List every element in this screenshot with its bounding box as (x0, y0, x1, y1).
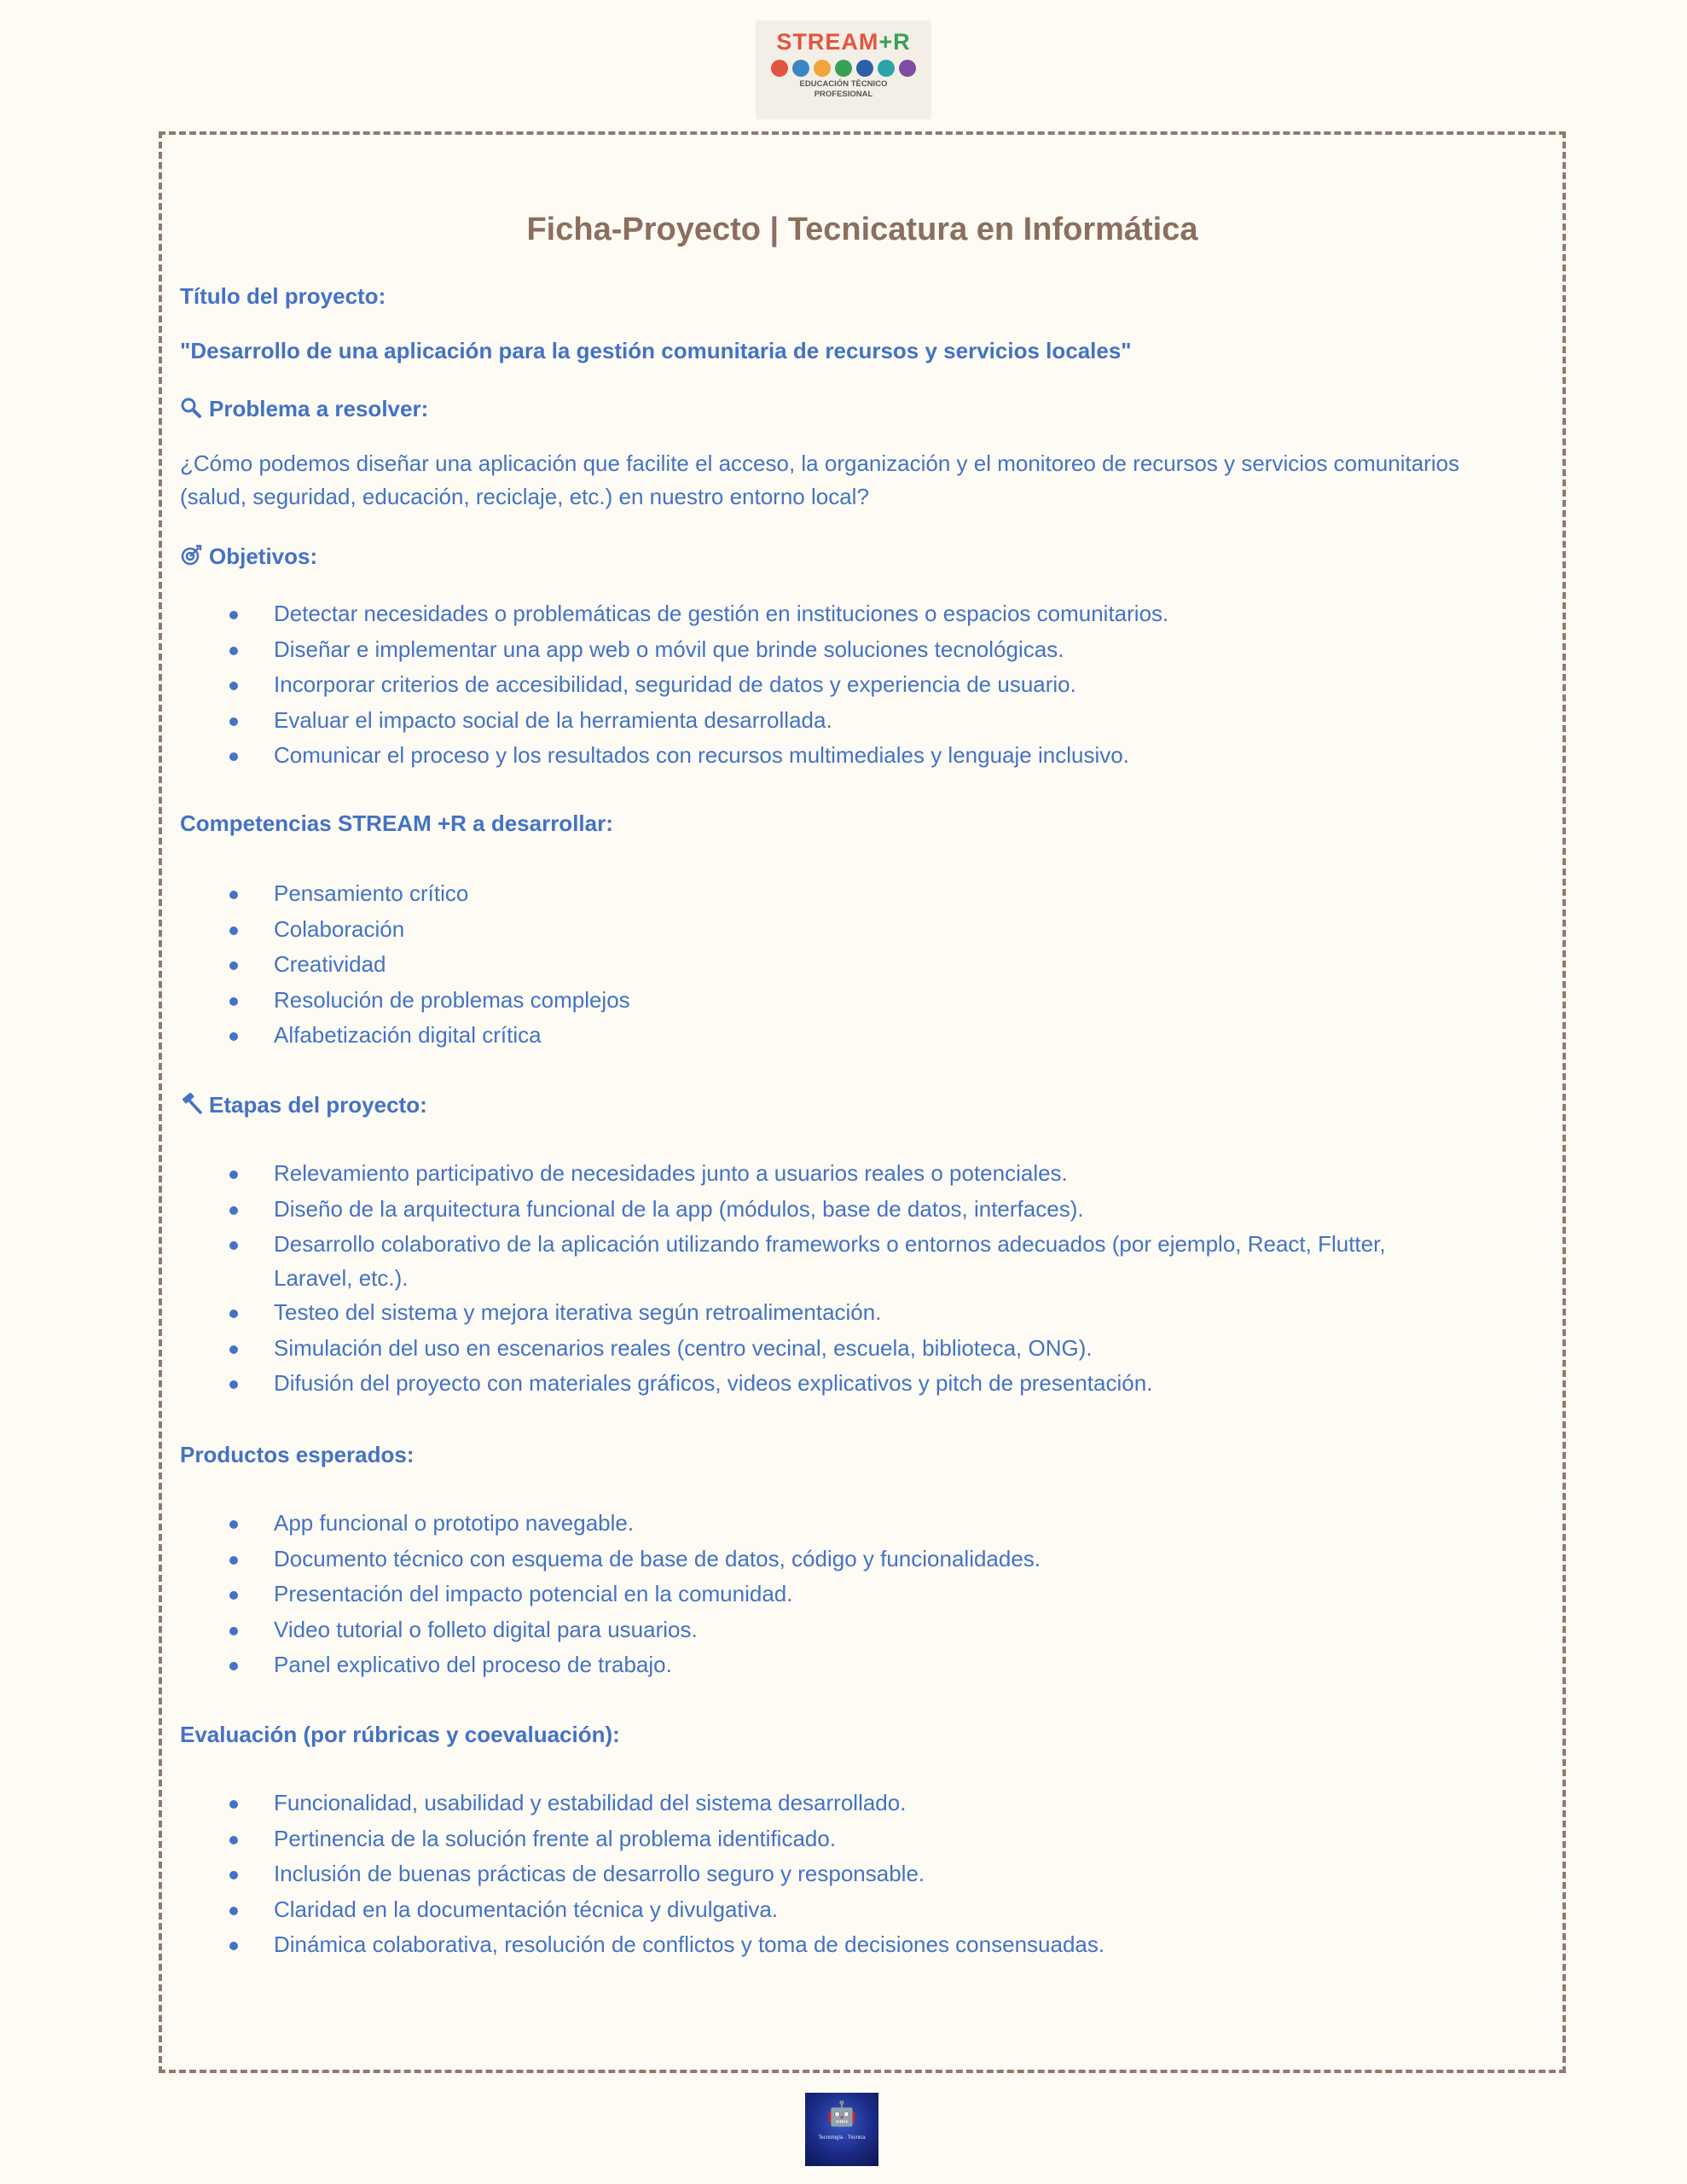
logo-dot-icon (814, 60, 831, 77)
objectives-heading (180, 543, 317, 572)
list-item: Resolución de problemas complejos (180, 983, 1545, 1019)
list-item: Detectar necesidades o problemáticas de gestión en instituciones o espacios comunitarios. (180, 596, 1545, 632)
robot-icon: 🤖 (826, 2100, 857, 2127)
logo-word-stream: STREAM (776, 29, 879, 55)
logo-word-plus: + (878, 29, 894, 55)
problem-text-line: ¿Cómo podemos diseñar una aplicación que facilite el acceso, la organización y el monitoreo de recursos y servicios comunitarios (180, 450, 1460, 476)
products-heading: Productos esperados: (180, 1442, 415, 1467)
logo-word-r: R (893, 29, 911, 55)
logo-subtitle-line: PROFESIONAL (814, 90, 873, 99)
problem-heading (180, 396, 428, 425)
list-item: Pensamiento crítico (180, 876, 1545, 912)
problem-label: Problema a resolver: (209, 396, 429, 421)
evaluation-heading: Evaluación (por rúbricas y coevaluación): (180, 1722, 620, 1747)
list-item: Diseñar e implementar una app web o móvil que brinde soluciones tecnológicas. (180, 632, 1545, 668)
competencies-heading: Competencias STREAM +R a desarrollar: (180, 810, 613, 836)
logo-wordmark (756, 29, 931, 55)
list-item: Simulación del uso en escenarios reales (centro vecinal, escuela, biblioteca, ONG). (180, 1331, 1545, 1367)
list-item: Evaluar el impacto social de la herramienta desarrollada. (180, 703, 1545, 739)
list-item: Dinámica colaborativa, resolución de conflictos y toma de decisiones consensuadas. (180, 1927, 1545, 1963)
problem-text-line: (salud, seguridad, educación, reciclaje, etc.) en nuestro entorno local? (180, 484, 869, 509)
list-item: Difusión del proyecto con materiales gráficos, videos explicativos y pitch de presentación. (180, 1366, 1545, 1402)
logo-dot-icon (835, 60, 852, 77)
objectives-list (180, 596, 1545, 774)
list-item: Pertinencia de la solución frente al problema identificado. (180, 1821, 1545, 1857)
objectives-label: Objetivos: (209, 543, 318, 569)
list-item: Creatividad (180, 947, 1545, 983)
list-item: App funcional o prototipo navegable. (180, 1506, 1545, 1542)
logo-dot-icon (856, 60, 873, 77)
logo-dot-icon (792, 60, 809, 77)
logo-dot-icon (771, 60, 788, 77)
project-title-label: Título del proyecto: (180, 283, 386, 309)
stages-label: Etapas del proyecto: (209, 1092, 427, 1118)
evaluation-list (180, 1786, 1545, 1963)
project-title: "Desarrollo de una aplicación para la gestión comunitaria de recursos y servicios locales" (180, 338, 1132, 363)
logo-icon-row (756, 60, 931, 77)
page-title: Ficha-Proyecto | Tecnicatura en Informática (526, 212, 1198, 247)
list-item: Panel explicativo del proceso de trabajo. (180, 1647, 1545, 1683)
list-item: Comunicar el proceso y los resultados con recursos multimediales y lenguaje inclusivo. (180, 738, 1545, 774)
logo-caption: Tecnología · Técnica (818, 2135, 866, 2140)
list-item: Documento técnico con esquema de base de datos, código y funcionalidades. (180, 1542, 1545, 1577)
logo-subtitle-line: EDUCACIÓN TÉCNICO (799, 79, 888, 89)
hammer-icon (180, 1093, 204, 1121)
stream-r-logo (756, 20, 931, 119)
logo-dot-icon (878, 60, 895, 77)
list-item: Colaboración (180, 912, 1545, 948)
stages-heading (180, 1092, 427, 1121)
competencies-list (180, 876, 1545, 1054)
products-list (180, 1506, 1545, 1683)
list-item: Desarrollo colaborativo de la aplicación utilizando frameworks o entornos adecuados (por ejemplo, React, Flutter, Laravel, etc.). (180, 1227, 1545, 1295)
list-item: Diseño de la arquitectura funcional de la app (módulos, base de datos, interfaces). (180, 1192, 1545, 1228)
list-item: Alfabetización digital crítica (180, 1018, 1545, 1054)
problem-text (180, 447, 1545, 514)
stages-list (180, 1156, 1545, 1402)
tecnologia-tecnica-logo (805, 2093, 878, 2166)
list-item: Incorporar criterios de accesibilidad, seguridad de datos y experiencia de usuario. (180, 667, 1545, 703)
list-item: Inclusión de buenas prácticas de desarrollo seguro y responsable. (180, 1856, 1545, 1892)
list-item: Claridad en la documentación técnica y divulgativa. (180, 1892, 1545, 1928)
logo-subtitle (756, 79, 931, 100)
list-item: Testeo del sistema y mejora iterativa según retroalimentación. (180, 1295, 1545, 1331)
target-icon (180, 544, 204, 572)
list-item: Presentación del impacto potencial en la comunidad. (180, 1577, 1545, 1612)
list-item: Video tutorial o folleto digital para usuarios. (180, 1612, 1545, 1648)
magnifier-icon (180, 397, 204, 425)
list-item: Funcionalidad, usabilidad y estabilidad del sistema desarrollado. (180, 1786, 1545, 1821)
logo-dot-icon (899, 60, 916, 77)
list-item: Relevamiento participativo de necesidades junto a usuarios reales o potenciales. (180, 1156, 1545, 1192)
